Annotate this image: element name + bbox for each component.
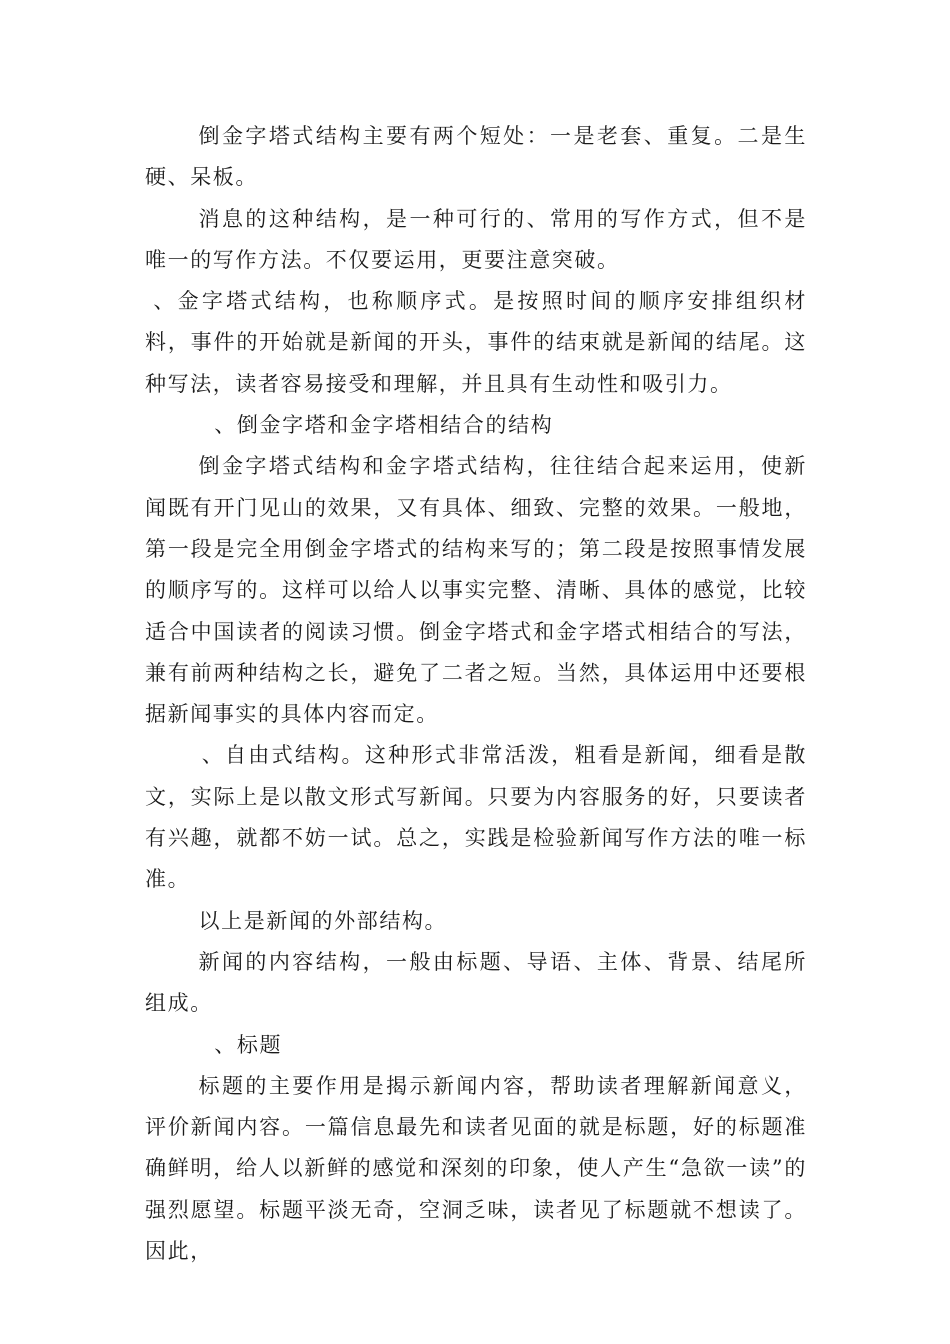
- paragraph-inverted-pyramid-drawbacks: 倒金字塔式结构主要有两个短处：一是老套、重复。二是生硬、呆板。: [145, 124, 807, 190]
- paragraph-combined-structure: 倒金字塔式结构和金字塔式结构，往往结合起来运用，使新闻既有开门见山的效果，又有具体、细致、完整的效果。一般地，第一段是完全用倒金字塔式的结构来写的；第二段是按照事情发展的顺序写的。这样可以给人以事实完整、清晰、具体的感觉，比较适合中国读者的阅读习惯。倒金字塔式和金字塔式相结合的写法，兼有前两种结构之长，避免了二者之短。当然，具体运用中还要根据新闻事实的具体内容而定。: [145, 454, 807, 727]
- section-heading-combined-structure: 、倒金字塔和金字塔相结合的结构: [214, 413, 554, 438]
- section-heading-title: 、标题: [214, 1032, 283, 1057]
- paragraph-title-role: 标题的主要作用是揭示新闻内容，帮助读者理解新闻意义，评价新闻内容。一篇信息最先和读者见面的就是标题，好的标题准确鲜明，给人以新鲜的感觉和深刻的印象，使人产生“急欲一读”的强烈愿望。标题平淡无奇，空洞乏味，读者见了标题就不想读了。因此，: [145, 1073, 807, 1264]
- document-body: [145, 116, 807, 1272]
- paragraph-free-structure: 、自由式结构。这种形式非常活泼，粗看是新闻，细看是散文，实际上是以散文形式写新闻。只要为内容服务的好，只要读者有兴趣，就都不妨一试。总之，实践是检验新闻写作方法的唯一标准。: [145, 743, 807, 892]
- paragraph-content-structure: 新闻的内容结构，一般由标题、导语、主体、背景、结尾所组成。: [145, 949, 807, 1016]
- paragraph-pyramid-structure: 、金字塔式结构，也称顺序式。是按照时间的顺序安排组织材料，事件的开始就是新闻的开头，事件的结束就是新闻的结尾。这种写法，读者容易接受和理解，并且具有生动性和吸引力。: [145, 289, 807, 396]
- paragraph-structure-usage: 消息的这种结构，是一种可行的、常用的写作方式，但不是唯一的写作方法。不仅要运用，更要注意突破。: [145, 206, 807, 272]
- paragraph-external-structure-summary: 以上是新闻的外部结构。: [198, 908, 448, 933]
